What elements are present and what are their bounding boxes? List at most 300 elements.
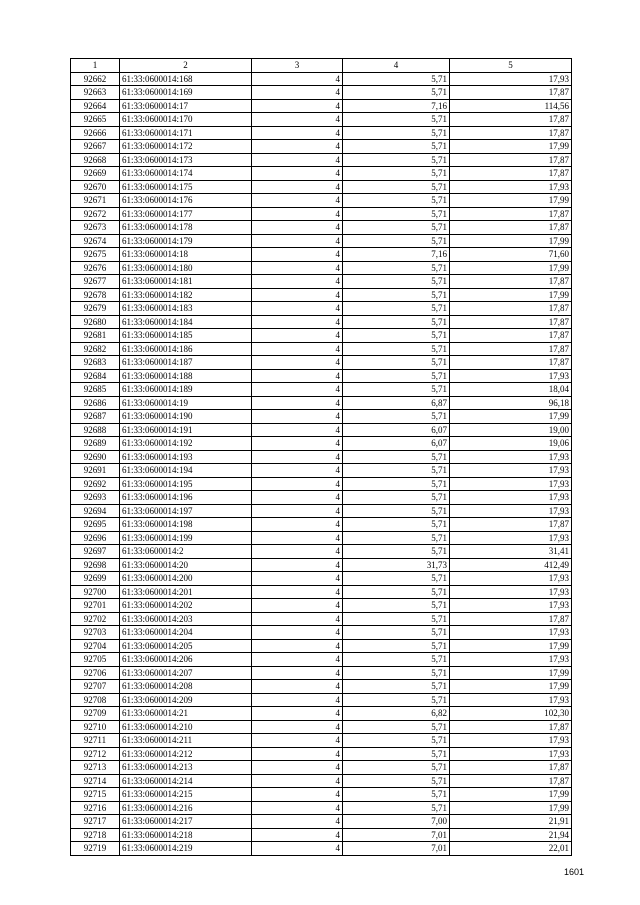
table-row (71, 612, 572, 626)
table-cell-col-4: 5,71 (343, 720, 450, 734)
table-cell-col-1: 92718 (71, 828, 120, 842)
table-cell-col-5: 17,93 (450, 72, 572, 86)
table-row (71, 221, 572, 235)
table-cell-col-3: 4 (252, 288, 343, 302)
table-cell-col-4: 5,71 (343, 585, 450, 599)
table-cell-col-3: 4 (252, 140, 343, 154)
table-cell-col-3: 4 (252, 99, 343, 113)
table-cell-col-1: 92716 (71, 801, 120, 815)
table-cell-col-2: 61:33:0600014:211 (120, 734, 252, 748)
table-cell-col-4: 5,71 (343, 666, 450, 680)
table-cell-col-1: 92664 (71, 99, 120, 113)
table-cell-col-1: 92673 (71, 221, 120, 235)
table-row (71, 680, 572, 694)
table-cell-col-4: 5,71 (343, 680, 450, 694)
table-row (71, 356, 572, 370)
table-cell-col-2: 61:33:0600014:20 (120, 558, 252, 572)
table-cell-col-3: 4 (252, 437, 343, 451)
table-cell-col-4: 5,71 (343, 207, 450, 221)
table-cell-col-4: 5,71 (343, 747, 450, 761)
table-cell-col-2: 61:33:0600014:190 (120, 410, 252, 424)
table-cell-col-2: 61:33:0600014:198 (120, 518, 252, 532)
table-cell-col-3: 4 (252, 599, 343, 613)
table-cell-col-3: 4 (252, 396, 343, 410)
table-cell-col-1: 92699 (71, 572, 120, 586)
table-cell-col-3: 4 (252, 842, 343, 856)
table-cell-col-3: 4 (252, 383, 343, 397)
table-cell-col-5: 17,87 (450, 207, 572, 221)
table-cell-col-3: 4 (252, 356, 343, 370)
table-cell-col-2: 61:33:0600014:186 (120, 342, 252, 356)
table-cell-col-2: 61:33:0600014:205 (120, 639, 252, 653)
table-cell-col-1: 92675 (71, 248, 120, 262)
table-cell-col-4: 5,71 (343, 329, 450, 343)
table-cell-col-3: 4 (252, 464, 343, 478)
table-row (71, 437, 572, 451)
table-row (71, 140, 572, 154)
table-cell-col-2: 61:33:0600014:208 (120, 680, 252, 694)
table-cell-col-3: 4 (252, 450, 343, 464)
table-cell-col-3: 4 (252, 639, 343, 653)
table-cell-col-3: 4 (252, 734, 343, 748)
table-cell-col-5: 17,87 (450, 275, 572, 289)
table-cell-col-2: 61:33:0600014:188 (120, 369, 252, 383)
table-cell-col-2: 61:33:0600014:173 (120, 153, 252, 167)
table-row (71, 504, 572, 518)
table-cell-col-5: 17,93 (450, 626, 572, 640)
table-cell-col-2: 61:33:0600014:19 (120, 396, 252, 410)
table-cell-col-3: 4 (252, 180, 343, 194)
table-cell-col-1: 92665 (71, 113, 120, 127)
table-cell-col-3: 4 (252, 693, 343, 707)
table-cell-col-2: 61:33:0600014:171 (120, 126, 252, 140)
table-cell-col-3: 4 (252, 491, 343, 505)
table-cell-col-2: 61:33:0600014:176 (120, 194, 252, 208)
table-cell-col-3: 4 (252, 572, 343, 586)
table-cell-col-2: 61:33:0600014:170 (120, 113, 252, 127)
table-cell-col-4: 6,87 (343, 396, 450, 410)
table-cell-col-4: 7,01 (343, 842, 450, 856)
table-cell-col-1: 92715 (71, 788, 120, 802)
table-cell-col-3: 4 (252, 815, 343, 829)
table-cell-col-3: 4 (252, 477, 343, 491)
table-cell-col-5: 17,87 (450, 518, 572, 532)
table-cell-col-3: 4 (252, 680, 343, 694)
table-cell-col-5: 17,87 (450, 113, 572, 127)
table-cell-col-1: 92670 (71, 180, 120, 194)
table-cell-col-3: 4 (252, 626, 343, 640)
table-cell-col-4: 5,71 (343, 612, 450, 626)
table-cell-col-4: 5,71 (343, 477, 450, 491)
table-cell-col-3: 4 (252, 666, 343, 680)
table-cell-col-5: 17,87 (450, 356, 572, 370)
table-cell-col-2: 61:33:0600014:213 (120, 761, 252, 775)
table-row (71, 518, 572, 532)
table-cell-col-1: 92711 (71, 734, 120, 748)
table-cell-col-5: 22,01 (450, 842, 572, 856)
table-cell-col-3: 4 (252, 194, 343, 208)
table-cell-col-3: 4 (252, 153, 343, 167)
table-row (71, 369, 572, 383)
table-row (71, 423, 572, 437)
table-cell-col-1: 92678 (71, 288, 120, 302)
table-row (71, 383, 572, 397)
table-cell-col-1: 92676 (71, 261, 120, 275)
table-cell-col-4: 5,71 (343, 234, 450, 248)
table-row (71, 815, 572, 829)
table-cell-col-2: 61:33:0600014:169 (120, 86, 252, 100)
table-cell-col-1: 92704 (71, 639, 120, 653)
table-cell-col-5: 114,56 (450, 99, 572, 113)
table-cell-col-2: 61:33:0600014:218 (120, 828, 252, 842)
table-cell-col-4: 5,71 (343, 302, 450, 316)
table-row (71, 450, 572, 464)
table-row (71, 842, 572, 856)
table-cell-col-3: 4 (252, 329, 343, 343)
table-row (71, 342, 572, 356)
table-cell-col-2: 61:33:0600014:219 (120, 842, 252, 856)
table-cell-col-4: 5,71 (343, 545, 450, 559)
table-cell-col-5: 17,99 (450, 639, 572, 653)
table-cell-col-4: 5,71 (343, 126, 450, 140)
table-cell-col-3: 4 (252, 369, 343, 383)
table-cell-col-5: 17,93 (450, 572, 572, 586)
table-row (71, 167, 572, 181)
table-cell-col-1: 92684 (71, 369, 120, 383)
table-cell-col-1: 92666 (71, 126, 120, 140)
table-cell-col-1: 92710 (71, 720, 120, 734)
table-cell-col-5: 17,99 (450, 140, 572, 154)
table-cell-col-5: 17,87 (450, 302, 572, 316)
table-cell-col-1: 92708 (71, 693, 120, 707)
table-cell-col-4: 5,71 (343, 801, 450, 815)
table-cell-col-5: 19,06 (450, 437, 572, 451)
table-cell-col-1: 92686 (71, 396, 120, 410)
table-cell-col-4: 5,71 (343, 653, 450, 667)
table-cell-col-4: 31,73 (343, 558, 450, 572)
table-cell-col-3: 4 (252, 207, 343, 221)
table-cell-col-4: 5,71 (343, 356, 450, 370)
table-cell-col-3: 4 (252, 720, 343, 734)
table-cell-col-5: 17,99 (450, 194, 572, 208)
table-cell-col-3: 4 (252, 788, 343, 802)
table-cell-col-2: 61:33:0600014:201 (120, 585, 252, 599)
table-cell-col-2: 61:33:0600014:168 (120, 72, 252, 86)
table-cell-col-1: 92707 (71, 680, 120, 694)
table-cell-col-5: 17,93 (450, 491, 572, 505)
table-cell-col-1: 92714 (71, 774, 120, 788)
table-cell-col-4: 5,71 (343, 693, 450, 707)
table-cell-col-1: 92682 (71, 342, 120, 356)
table-cell-col-2: 61:33:0600014:203 (120, 612, 252, 626)
table-cell-col-1: 92697 (71, 545, 120, 559)
table-cell-col-5: 17,93 (450, 599, 572, 613)
table-cell-col-1: 92689 (71, 437, 120, 451)
table-cell-col-4: 5,71 (343, 315, 450, 329)
table-cell-col-5: 17,87 (450, 774, 572, 788)
table-cell-col-5: 17,93 (450, 585, 572, 599)
table-cell-col-1: 92662 (71, 72, 120, 86)
table-cell-col-1: 92671 (71, 194, 120, 208)
table-cell-col-4: 5,71 (343, 572, 450, 586)
table-cell-col-4: 5,71 (343, 342, 450, 356)
table-cell-col-4: 5,71 (343, 774, 450, 788)
table-cell-col-4: 5,71 (343, 167, 450, 181)
table-cell-col-3: 4 (252, 342, 343, 356)
table-cell-col-1: 92700 (71, 585, 120, 599)
table-cell-col-5: 17,87 (450, 612, 572, 626)
table-cell-col-2: 61:33:0600014:194 (120, 464, 252, 478)
table-cell-col-4: 5,71 (343, 410, 450, 424)
table-row (71, 774, 572, 788)
table-cell-col-5: 17,93 (450, 734, 572, 748)
table-row (71, 491, 572, 505)
table-cell-col-3: 4 (252, 221, 343, 235)
table-row (71, 653, 572, 667)
table-cell-col-2: 61:33:0600014:192 (120, 437, 252, 451)
table-cell-col-2: 61:33:0600014:209 (120, 693, 252, 707)
table-cell-col-5: 19,00 (450, 423, 572, 437)
table-body (71, 72, 572, 855)
table-cell-col-3: 4 (252, 707, 343, 721)
table-cell-col-4: 7,16 (343, 248, 450, 262)
table-cell-col-3: 4 (252, 113, 343, 127)
table-cell-col-3: 4 (252, 302, 343, 316)
table-cell-col-5: 17,87 (450, 221, 572, 235)
table-cell-col-5: 412,49 (450, 558, 572, 572)
table-cell-col-3: 4 (252, 747, 343, 761)
table-cell-col-1: 92669 (71, 167, 120, 181)
table-cell-col-4: 5,71 (343, 626, 450, 640)
table-cell-col-3: 4 (252, 126, 343, 140)
column-header-2: 2 (120, 59, 252, 73)
table-cell-col-4: 5,71 (343, 450, 450, 464)
table-cell-col-1: 92674 (71, 234, 120, 248)
table-cell-col-2: 61:33:0600014:182 (120, 288, 252, 302)
table-cell-col-5: 17,99 (450, 801, 572, 815)
table-row (71, 207, 572, 221)
table-cell-col-5: 17,87 (450, 153, 572, 167)
table-cell-col-4: 5,71 (343, 599, 450, 613)
table-cell-col-1: 92688 (71, 423, 120, 437)
table-row (71, 599, 572, 613)
table-cell-col-4: 5,71 (343, 518, 450, 532)
table-cell-col-5: 17,93 (450, 693, 572, 707)
table-row (71, 261, 572, 275)
table-row (71, 761, 572, 775)
table-row (71, 720, 572, 734)
table-cell-col-2: 61:33:0600014:181 (120, 275, 252, 289)
table-cell-col-3: 4 (252, 545, 343, 559)
table-cell-col-3: 4 (252, 72, 343, 86)
table-cell-col-3: 4 (252, 423, 343, 437)
table-cell-col-2: 61:33:0600014:185 (120, 329, 252, 343)
table-row (71, 801, 572, 815)
table-cell-col-3: 4 (252, 828, 343, 842)
table-cell-col-5: 17,99 (450, 680, 572, 694)
table-cell-col-4: 5,71 (343, 194, 450, 208)
data-table (70, 58, 572, 856)
table-cell-col-2: 61:33:0600014:197 (120, 504, 252, 518)
page-number: 1601 (563, 867, 584, 877)
table-cell-col-4: 6,07 (343, 423, 450, 437)
table-cell-col-4: 5,71 (343, 491, 450, 505)
table-cell-col-4: 5,71 (343, 140, 450, 154)
table-row (71, 545, 572, 559)
table-cell-col-2: 61:33:0600014:200 (120, 572, 252, 586)
table-cell-col-3: 4 (252, 585, 343, 599)
table-cell-col-2: 61:33:0600014:217 (120, 815, 252, 829)
table-cell-col-4: 5,71 (343, 275, 450, 289)
table-cell-col-5: 17,87 (450, 329, 572, 343)
table-cell-col-1: 92690 (71, 450, 120, 464)
table-cell-col-3: 4 (252, 518, 343, 532)
table-cell-col-4: 5,71 (343, 86, 450, 100)
table-cell-col-5: 17,99 (450, 666, 572, 680)
table-row (71, 396, 572, 410)
table-cell-col-5: 17,87 (450, 126, 572, 140)
table-cell-col-1: 92683 (71, 356, 120, 370)
table-cell-col-3: 4 (252, 761, 343, 775)
table-cell-col-4: 5,71 (343, 180, 450, 194)
table-cell-col-4: 5,71 (343, 72, 450, 86)
table-cell-col-1: 92692 (71, 477, 120, 491)
table-cell-col-3: 4 (252, 248, 343, 262)
table-row (71, 626, 572, 640)
table-cell-col-1: 92663 (71, 86, 120, 100)
table-cell-col-5: 17,99 (450, 261, 572, 275)
table-cell-col-1: 92703 (71, 626, 120, 640)
table-cell-col-2: 61:33:0600014:212 (120, 747, 252, 761)
table-cell-col-2: 61:33:0600014:17 (120, 99, 252, 113)
table-cell-col-1: 92702 (71, 612, 120, 626)
table-cell-col-1: 92709 (71, 707, 120, 721)
table-cell-col-1: 92685 (71, 383, 120, 397)
table-cell-col-1: 92679 (71, 302, 120, 316)
table-cell-col-4: 5,71 (343, 734, 450, 748)
table-cell-col-3: 4 (252, 275, 343, 289)
table-cell-col-2: 61:33:0600014:207 (120, 666, 252, 680)
table-row (71, 464, 572, 478)
table-cell-col-2: 61:33:0600014:202 (120, 599, 252, 613)
table-cell-col-2: 61:33:0600014:193 (120, 450, 252, 464)
table-row (71, 693, 572, 707)
table-row (71, 329, 572, 343)
table-cell-col-2: 61:33:0600014:204 (120, 626, 252, 640)
table-cell-col-5: 96,18 (450, 396, 572, 410)
table-cell-col-3: 4 (252, 612, 343, 626)
table-cell-col-4: 5,71 (343, 369, 450, 383)
table-cell-col-3: 4 (252, 410, 343, 424)
table-cell-col-1: 92677 (71, 275, 120, 289)
table-row (71, 86, 572, 100)
table-cell-col-4: 5,71 (343, 383, 450, 397)
table-cell-col-3: 4 (252, 261, 343, 275)
table-row (71, 302, 572, 316)
table-cell-col-5: 17,87 (450, 167, 572, 181)
table-row (71, 126, 572, 140)
table-cell-col-1: 92705 (71, 653, 120, 667)
column-header-3: 3 (252, 59, 343, 73)
table-cell-col-4: 5,71 (343, 261, 450, 275)
table-cell-col-2: 61:33:0600014:214 (120, 774, 252, 788)
table-cell-col-2: 61:33:0600014:216 (120, 801, 252, 815)
table-cell-col-2: 61:33:0600014:191 (120, 423, 252, 437)
table-cell-col-5: 17,93 (450, 477, 572, 491)
table-cell-col-5: 17,93 (450, 369, 572, 383)
table-cell-col-5: 17,99 (450, 288, 572, 302)
table-cell-col-2: 61:33:0600014:175 (120, 180, 252, 194)
table-cell-col-5: 18,04 (450, 383, 572, 397)
table-cell-col-2: 61:33:0600014:215 (120, 788, 252, 802)
table-cell-col-2: 61:33:0600014:179 (120, 234, 252, 248)
table-cell-col-5: 17,93 (450, 504, 572, 518)
table-cell-col-1: 92696 (71, 531, 120, 545)
table-cell-col-1: 92680 (71, 315, 120, 329)
table-cell-col-3: 4 (252, 167, 343, 181)
table-row (71, 153, 572, 167)
table-cell-col-4: 5,71 (343, 153, 450, 167)
table-cell-col-2: 61:33:0600014:21 (120, 707, 252, 721)
table-cell-col-5: 21,91 (450, 815, 572, 829)
table-row (71, 585, 572, 599)
table-cell-col-1: 92691 (71, 464, 120, 478)
table-cell-col-4: 5,71 (343, 788, 450, 802)
table-row (71, 707, 572, 721)
column-header-1: 1 (71, 59, 120, 73)
table-row (71, 275, 572, 289)
table-cell-col-4: 5,71 (343, 504, 450, 518)
table-row (71, 248, 572, 262)
table-cell-col-5: 21,94 (450, 828, 572, 842)
table-cell-col-1: 92695 (71, 518, 120, 532)
table-cell-col-1: 92701 (71, 599, 120, 613)
table-cell-col-5: 17,87 (450, 342, 572, 356)
table-cell-col-4: 7,16 (343, 99, 450, 113)
table-cell-col-1: 92694 (71, 504, 120, 518)
table-cell-col-1: 92681 (71, 329, 120, 343)
table-cell-col-3: 4 (252, 774, 343, 788)
table-cell-col-1: 92712 (71, 747, 120, 761)
table-cell-col-5: 17,99 (450, 410, 572, 424)
column-header-5: 5 (450, 59, 572, 73)
table-row (71, 180, 572, 194)
table-cell-col-3: 4 (252, 558, 343, 572)
table-cell-col-2: 61:33:0600014:18 (120, 248, 252, 262)
table-cell-col-2: 61:33:0600014:199 (120, 531, 252, 545)
table-cell-col-1: 92717 (71, 815, 120, 829)
table-row (71, 234, 572, 248)
table-row (71, 639, 572, 653)
table-cell-col-1: 92706 (71, 666, 120, 680)
table-cell-col-2: 61:33:0600014:177 (120, 207, 252, 221)
table-cell-col-2: 61:33:0600014:195 (120, 477, 252, 491)
table-row (71, 788, 572, 802)
table-row (71, 477, 572, 491)
table-cell-col-4: 5,71 (343, 113, 450, 127)
table-cell-col-4: 5,71 (343, 761, 450, 775)
table-cell-col-4: 5,71 (343, 221, 450, 235)
table-cell-col-4: 6,07 (343, 437, 450, 451)
table-row (71, 747, 572, 761)
table-cell-col-5: 17,87 (450, 761, 572, 775)
table-cell-col-5: 17,93 (450, 747, 572, 761)
table-cell-col-4: 6,82 (343, 707, 450, 721)
table-cell-col-2: 61:33:0600014:210 (120, 720, 252, 734)
table-cell-col-2: 61:33:0600014:183 (120, 302, 252, 316)
table-cell-col-3: 4 (252, 86, 343, 100)
table-cell-col-1: 92719 (71, 842, 120, 856)
